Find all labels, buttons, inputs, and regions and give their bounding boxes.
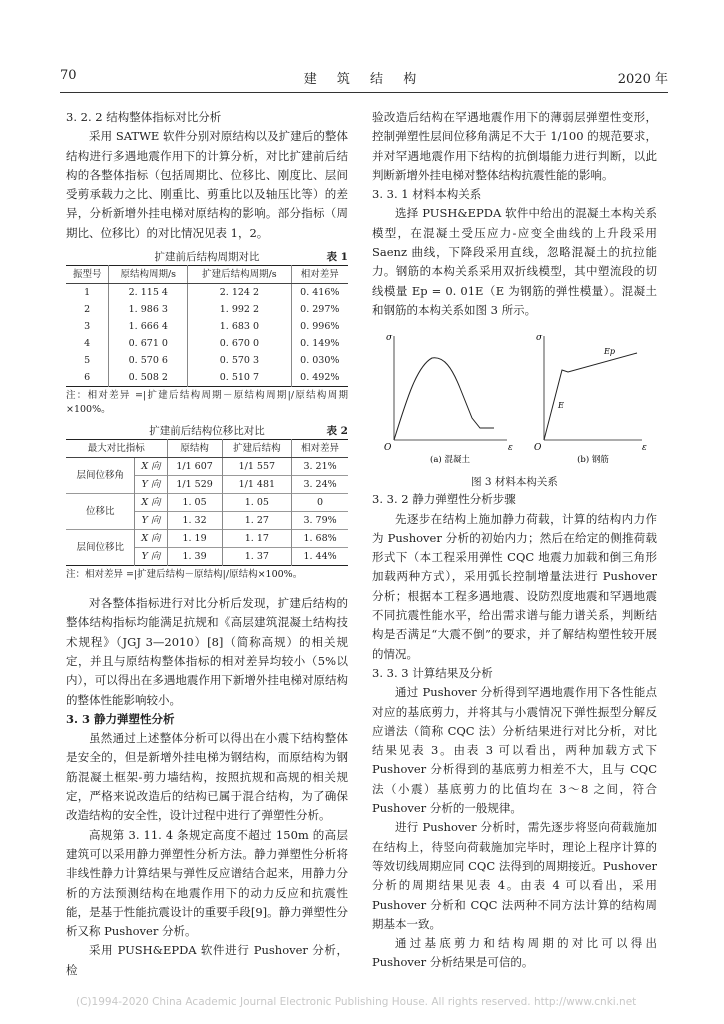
paragraph: 验改造后结构在罕遇地震作用下的薄弱层弹塑性变形，控制弹塑性层间位移角满足不大于 1/100 的规范要求，并对罕遇地震作用下结构的抗倒塌能力进行判断，以此判断新增外挂电梯对整体结构抗震性能的影响。 [372, 110, 657, 182]
table-cell: 1. 37 [222, 548, 292, 566]
table-row [66, 318, 348, 335]
steel-plot [534, 333, 647, 453]
table-row [66, 458, 348, 476]
paragraph: 高规第 3. 11. 4 条规定高度不超过 150m 的高层建筑可以采用静力弹塑性分析方法。静力弹塑性分析将非线性静力计算结果与弹性反应谱结合起来，用静力分析的方法预测结构在地震作用下的动力反应和抗震性能，是基于性能抗震设计的重要手段[9]。静力弹塑性分析又称 Pushover 分析。 [66, 827, 348, 939]
table-cell: 0. 570 3 [188, 352, 291, 369]
section-heading-3-3-2: 3. 3. 2 静力弹塑性分析步骤 [372, 492, 516, 507]
table-cell: 1. 19 [167, 530, 222, 548]
table-cell: 1/1 557 [222, 458, 292, 476]
table-cell: 6 [84, 372, 91, 384]
paragraph: 采用 PUSH&EPDA 软件进行 Pushover 分析，检 [66, 943, 348, 977]
axis-label-sigma: σ [536, 333, 543, 344]
table-cell: X 向 [135, 494, 167, 512]
table-cell: 1. 39 [167, 548, 222, 566]
table-cell: 0. 510 7 [188, 369, 291, 387]
table-cell: X 向 [135, 458, 167, 476]
table-cell: 1. 68% [292, 530, 348, 548]
table1-caption-row [66, 249, 348, 265]
constitutive-curves [372, 328, 657, 464]
steel-curve [544, 353, 637, 440]
header-rule [60, 92, 668, 93]
running-header [60, 68, 668, 90]
table2-header: 相对差异 [292, 440, 348, 458]
copyright-footer: (C)1994-2020 China Academic Journal Electronic Publishing House. All rights reserved. http://www.cnki.net [76, 996, 637, 1008]
figure-caption: 图 3 材料本构关系 [471, 475, 558, 488]
table-cell: 2 [84, 304, 91, 316]
table-row [66, 369, 348, 387]
table2 [66, 439, 348, 566]
table-cell: 1. 683 0 [188, 318, 291, 335]
table-cell: 1/1 607 [167, 458, 222, 476]
table-row [66, 284, 348, 302]
table1-header: 原结构周期/s [109, 266, 188, 284]
subcaption-a: (a) 混凝土 [430, 455, 470, 465]
table-cell: Y 向 [135, 476, 167, 494]
paragraph: 选择 PUSH&EPDA 软件中给出的混凝土本构关系模型，在混凝土受压应力-应变全曲线的上升段采用 Saenz 曲线，下降段采用直线，忽略混凝土的抗拉能力。钢筋的本构关系采用双折线模型，其中塑流段的切线模量 Ep = 0. 01E（E 为钢筋的弹性模量）。混凝土和钢筋的本构关系如图 3 所示。 [372, 206, 657, 317]
table-cell: 1. 05 [167, 494, 222, 512]
page-number: 70 [60, 68, 77, 83]
table-cell: 0 [292, 494, 348, 512]
table-cell: 3. 21% [292, 458, 348, 476]
table-cell: 2. 115 4 [109, 284, 188, 302]
e-label: E [558, 401, 564, 411]
table1 [66, 265, 348, 387]
table-cell: 3. 79% [292, 512, 348, 530]
issue-year: 2020 年 [617, 72, 668, 87]
section-heading-3-3: 3. 3 静力弹塑性分析 [66, 711, 175, 726]
table-cell: 1. 992 2 [188, 301, 291, 318]
table-cell: 4 [84, 338, 91, 350]
table1-header: 扩建后结构周期/s [188, 266, 291, 284]
concrete-plot [384, 333, 513, 453]
origin-label: O [534, 443, 542, 454]
table-cell: 0. 030% [291, 352, 348, 369]
origin-label: O [384, 443, 392, 454]
table2-header: 最大对比指标 [66, 440, 167, 458]
paragraph: 虽然通过上述整体分析可以得出在小震下结构整体是安全的，但是新增外挂电梯为钢结构，而原结构为钢筋混凝土框架-剪力墙结构，按照抗规和高规的相关规定，严格来说改造后的结构已属于混合结构，为了确保改造结构的安全性，设计过程中进行了弹塑性分析。 [66, 731, 348, 823]
table2-number: 表 2 [326, 425, 348, 438]
subcaption-b: (b) 钢筋 [577, 455, 609, 465]
table1-caption: 扩建前后结构周期对比 [154, 251, 260, 264]
table-cell: 2. 124 2 [188, 284, 291, 302]
table2-caption: 扩建前后结构位移比对比 [149, 425, 265, 438]
paragraph: 进行 Pushover 分析时，需先逐步将竖向荷载施加在结构上，待竖向荷载施加完毕时，理论上程序计算的等效切线周期应同 CQC 法得到的周期接近。Pushover 分析的周期结果见表 4。由表 4 可以看出，采用 Pushover 分析和 CQC 法两种不同方法计算的结构周期基本一致。 [372, 820, 657, 931]
table-cell: 1. 27 [222, 512, 292, 530]
table1-header: 相对差异 [291, 266, 348, 284]
table-cell: 0. 670 0 [188, 335, 291, 352]
table-cell: 1. 666 4 [109, 318, 188, 335]
table-cell: Y 向 [135, 512, 167, 530]
table2-header: 原结构 [167, 440, 222, 458]
table2-note: 注：相对差异 =|扩建后结构－原结构|/原结构×100%。 [66, 569, 303, 581]
table-cell: Y 向 [135, 548, 167, 566]
table-cell: 3. 24% [292, 476, 348, 494]
table-cell: 1 [84, 287, 91, 299]
left-column [66, 108, 348, 980]
table-cell: 0. 149% [291, 335, 348, 352]
table-cell: 0. 671 0 [109, 335, 188, 352]
axis-label-epsilon: ε [642, 443, 647, 454]
table-cell: 3 [84, 321, 91, 333]
table-cell: 0. 492% [291, 369, 348, 387]
section-heading-3-3-3: 3. 3. 3 计算结果及分析 [372, 665, 493, 680]
table2-group-label: 层间位移比 [66, 530, 135, 566]
table-row [66, 352, 348, 369]
table-cell: 1/1 529 [167, 476, 222, 494]
table-cell: 0. 297% [291, 301, 348, 318]
table-cell: 1/1 481 [222, 476, 292, 494]
axis-label-sigma: σ [386, 333, 393, 344]
table-row [66, 530, 348, 548]
section-heading-3-3-1: 3. 3. 1 材料本构关系 [372, 187, 482, 202]
table2-header: 扩建后结构 [222, 440, 292, 458]
table2-caption-row [66, 423, 348, 439]
table-row [66, 494, 348, 512]
table-cell: 1. 17 [222, 530, 292, 548]
table-row [66, 301, 348, 318]
concrete-curve [394, 358, 494, 440]
table-cell: 0. 416% [291, 284, 348, 302]
table-cell: 0. 570 6 [109, 352, 188, 369]
paragraph: 通过 Pushover 分析得到罕遇地震作用下各性能点对应的基底剪力，并将其与小震情况下弹性振型分解反应谱法（简称 CQC 法）分析结果进行对比分析，对比结果见表 3。由表 3 可以看出，两种加载方式下 Pushover 分析得到的基底剪力相差不大，且与 CQC 法（小震）基底剪力的比值均在 3～8 之间，符合 Pushover 分析的一般规律。 [372, 685, 657, 816]
table-cell: X 向 [135, 530, 167, 548]
axis-label-epsilon: ε [508, 443, 513, 454]
table1-note: 注：相对差异 =|扩建后结构周期－原结构周期|/原结构周期×100%。 [66, 390, 348, 416]
ep-label: Ep [604, 347, 615, 357]
table1-number: 表 1 [326, 251, 348, 264]
table-cell: 1. 986 3 [109, 301, 188, 318]
paragraph: 采用 SATWE 软件分别对原结构以及扩建后的整体结构进行多遇地震作用下的计算分析，对比扩建前后结构的各整体指标（包括周期比、位移比、刚度比、层间受剪承载力之比、刚重比、剪重比以及轴压比等）的差异，分析新增外挂电梯对原结构的影响。部分指标（周期比、位移比）的对比情况见表 1，2。 [66, 129, 348, 240]
table-cell: 1. 32 [167, 512, 222, 530]
table-cell: 1. 44% [292, 548, 348, 566]
paragraph: 对各整体指标进行对比分析后发现，扩建后结构的整体结构指标均能满足抗规和《高层建筑混凝土结构技术规程》（JGJ 3—2010）[8]（简称高规）的相关规定，并且与原结构整体指标的相对差异均较小（5%以内），可以得出在多遇地震作用下新增外挂电梯对原结构的整体性能影响较小。 [66, 596, 348, 707]
table-cell: 5 [84, 355, 91, 367]
figure-3 [372, 328, 657, 488]
paragraph: 通过基底剪力和结构周期的对比可以得出 Pushover 分析结果是可信的。 [372, 936, 657, 970]
table1-header: 振型号 [66, 266, 109, 284]
table2-group-label: 层间位移角 [66, 458, 135, 494]
section-heading-3-2-2: 3. 2. 2 结构整体指标对比分析 [66, 110, 222, 124]
right-column [372, 108, 657, 973]
journal-title: 建 筑 结 构 [303, 72, 425, 87]
paragraph: 先逐步在结构上施加静力荷载，计算的结构内力作为 Pushover 分析的初始内力；然后在给定的侧推荷载形式下（本工程采用弹性 CQC 地震力加载和倒三角形加载两种方式），采用弧长控制增量法进行 Pushover 分析；根据本工程多遇地震、设防烈度地震和罕遇地震不同抗震性能水平，给出需求谱与能力谱关系，判断结构是否满足“大震不倒”的要求，并了解结构塑性较开展的情况。 [372, 511, 657, 661]
table-row [66, 335, 348, 352]
table-cell: 0. 996% [291, 318, 348, 335]
table2-group-label: 位移比 [66, 494, 135, 530]
table-cell: 0. 508 2 [109, 369, 188, 387]
table-cell: 1. 05 [222, 494, 292, 512]
